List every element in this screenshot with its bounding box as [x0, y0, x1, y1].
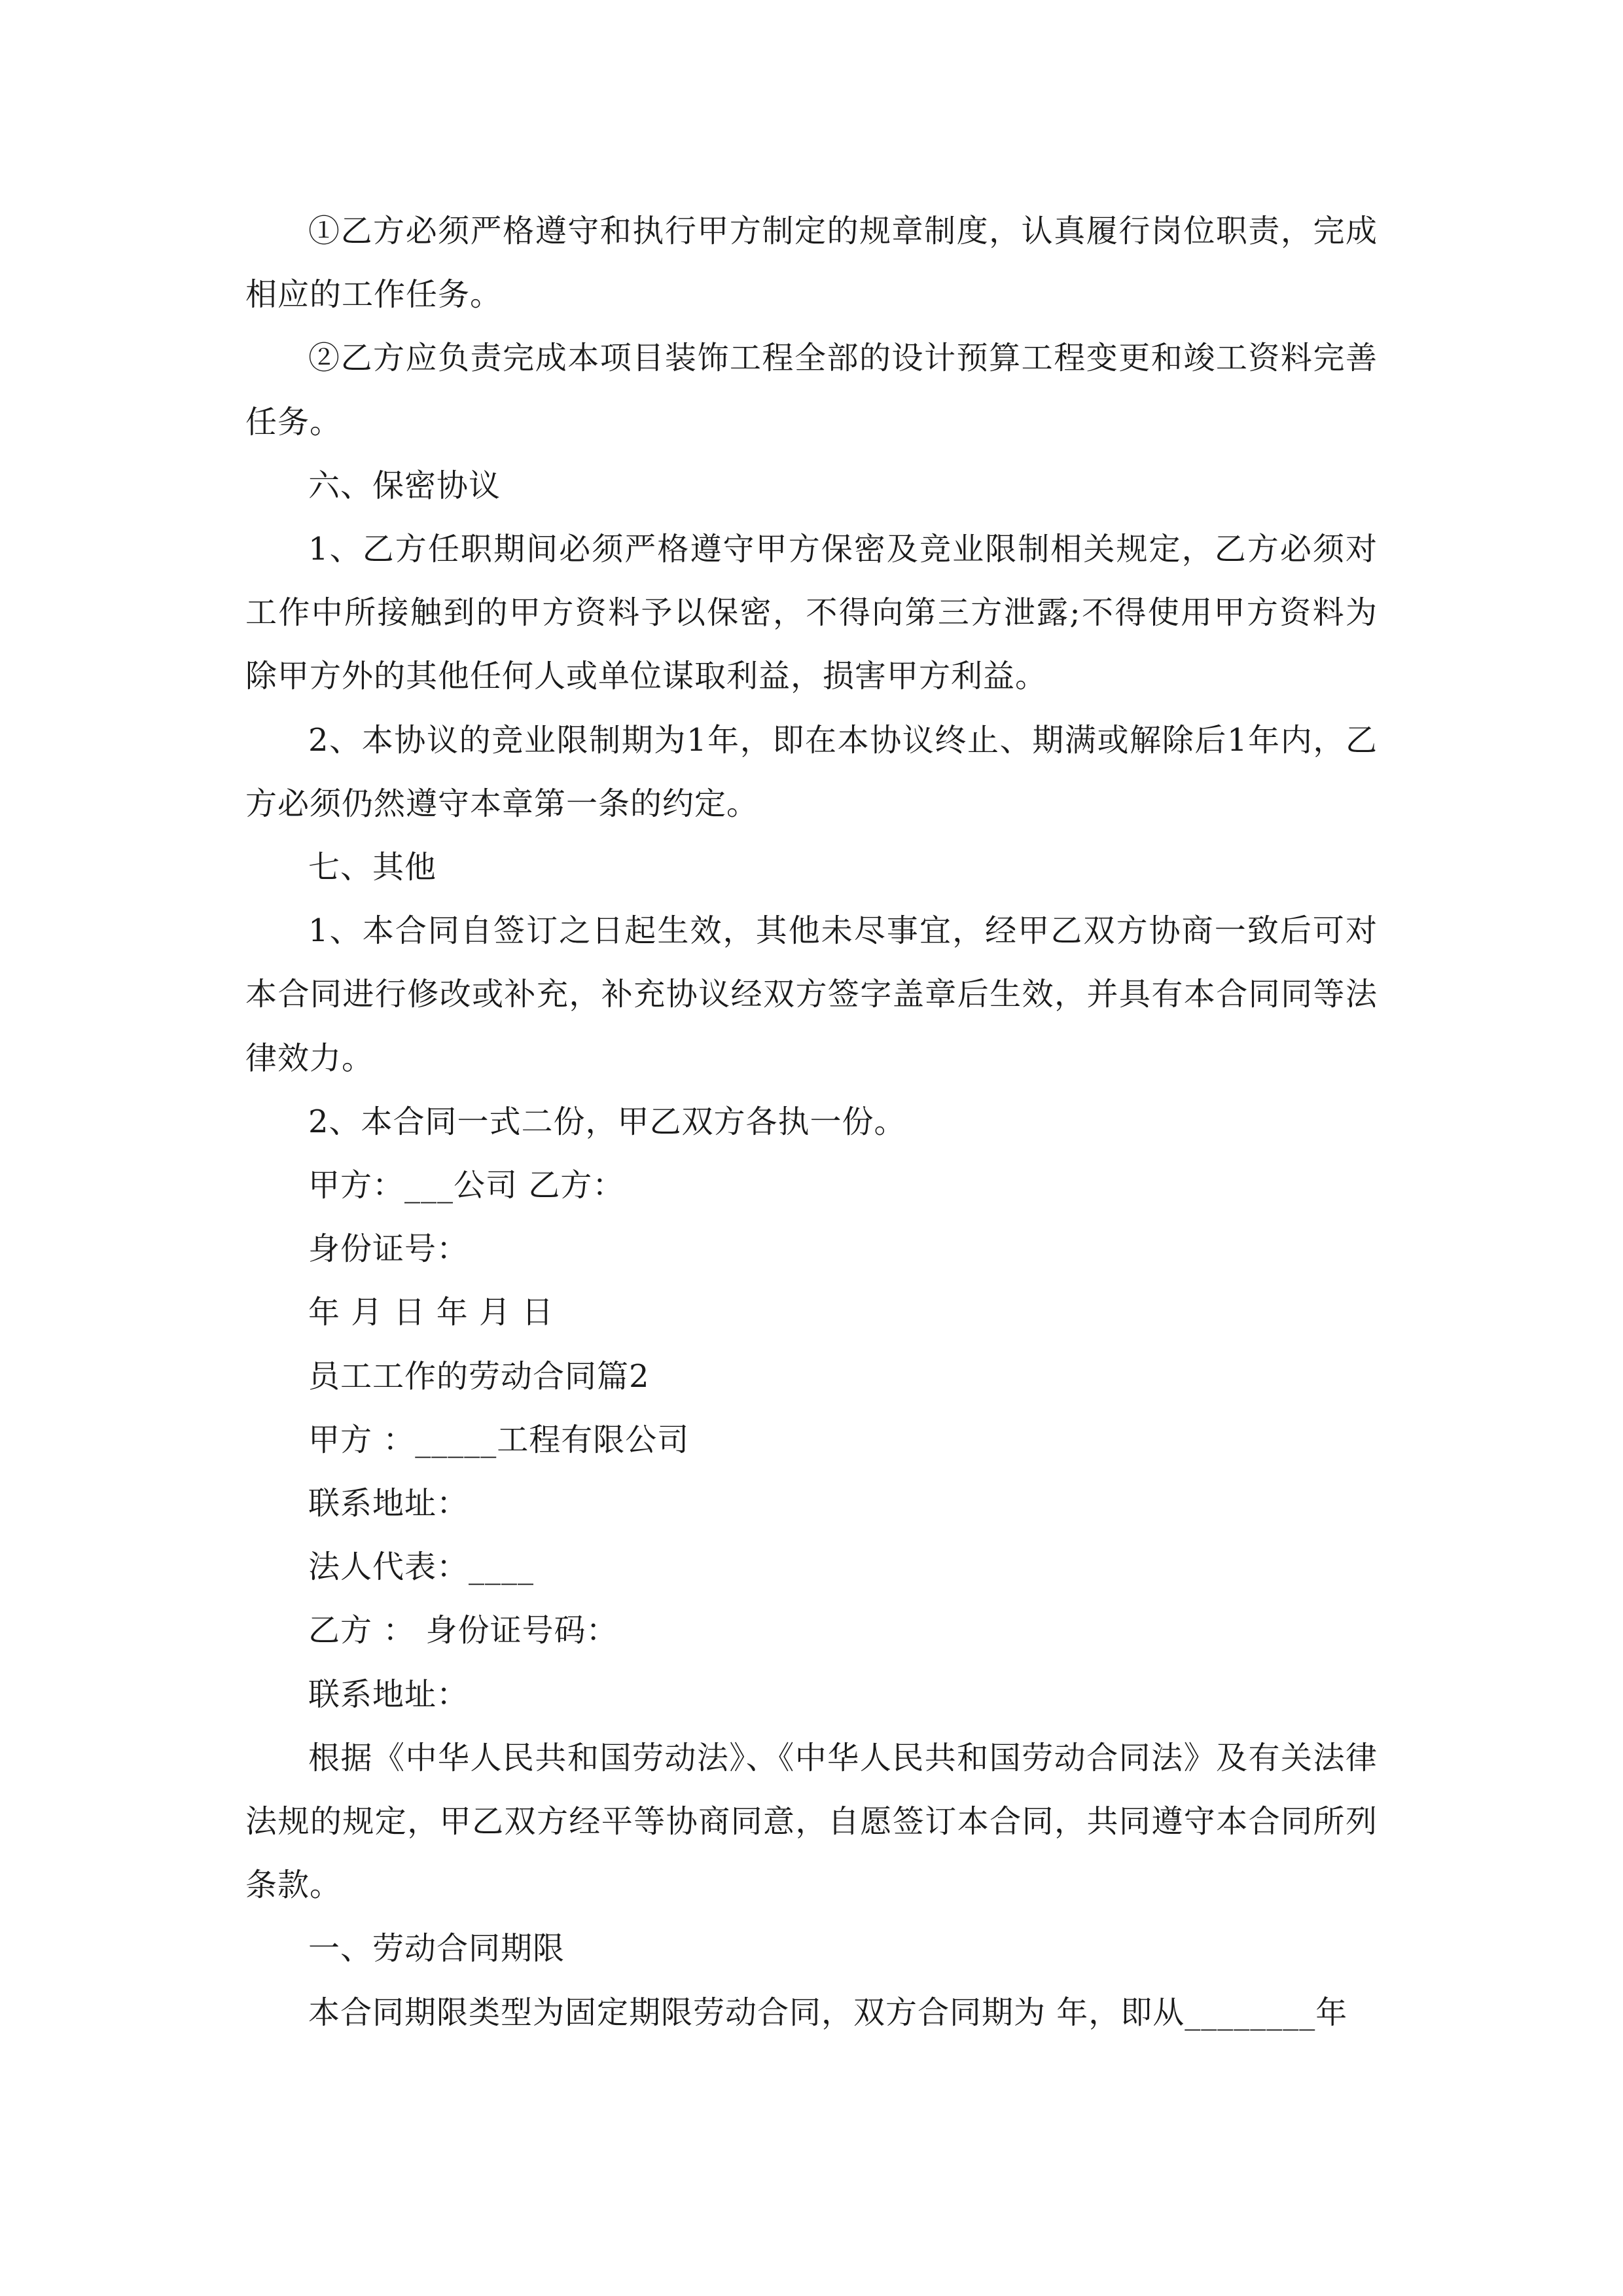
clause-paragraph: 2、本协议的竞业限制期为1年，即在本协议终止、期满或解除后1年内，乙方必须仍然遵守本章第一条的约定。 [245, 721, 1378, 822]
party-a-line: 甲方 ：_____工程有限公司 [308, 1421, 690, 1458]
address-line: 联系地址： [308, 1485, 469, 1522]
clause-paragraph: 2、本合同一式二份，甲乙双方各执一份。 [308, 1103, 906, 1140]
clause-paragraph: 1、本合同自签订之日起生效，其他未尽事宜，经甲乙双方协商一致后可对本合同进行修改或补充，补充协议经双方签字盖章后生效，并具有本合同同等法律效力。 [245, 912, 1378, 1077]
clause-paragraph: ②乙方应负责完成本项目装饰工程全部的设计预算工程变更和竣工资料完善任务。 [245, 340, 1378, 440]
party-b-line: 乙方 ： 身份证号码： [308, 1612, 618, 1649]
clause-paragraph: ①乙方必须严格遵守和执行甲方制定的规章制度，认真履行岗位职责，完成相应的工作任务。 [245, 213, 1378, 314]
preamble-paragraph: 根据《中华人民共和国劳动法》、《中华人民共和国劳动合同法》及有关法律法规的规定，甲乙双方经平等协商同意，自愿签订本合同，共同遵守本合同所列条款。 [245, 1739, 1378, 1904]
date-line: 年 月 日 年 月 日 [308, 1294, 554, 1331]
legal-representative-line: 法人代表：____ [308, 1549, 535, 1586]
clause-paragraph: 本合同期限类型为固定期限劳动合同，双方合同期为 年，即从________年 [308, 1994, 1348, 2031]
section-heading: 一、劳动合同期限 [308, 1930, 565, 1967]
document-subtitle: 员工工作的劳动合同篇2 [308, 1357, 650, 1395]
id-number-line: 身份证号： [308, 1230, 469, 1268]
document-body [245, 200, 1378, 2045]
clause-paragraph: 1、乙方任职期间必须严格遵守甲方保密及竞业限制相关规定，乙方必须对工作中所接触到的甲方资料予以保密，不得向第三方泄露;不得使用甲方资料为除甲方外的其他任何人或单位谋取利益，损害甲方利益。 [245, 531, 1378, 695]
section-heading: 七、其他 [308, 849, 437, 886]
address-line: 联系地址： [308, 1676, 469, 1713]
signature-line: 甲方：___公司 乙方： [308, 1167, 625, 1204]
section-heading: 六、保密协议 [308, 467, 501, 504]
